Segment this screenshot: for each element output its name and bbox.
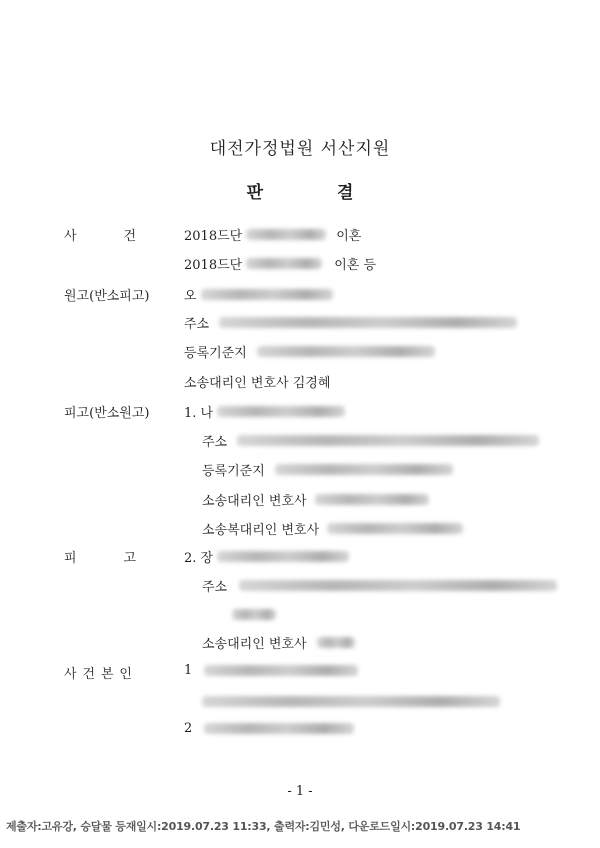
redacted-principal-1-registry	[202, 696, 500, 707]
plaintiff-attorney: 소송대리인 변호사 김경혜	[184, 376, 331, 391]
redacted-case-number	[246, 258, 322, 269]
principal-1-number: 1	[184, 663, 193, 678]
defendant2-address-cont	[232, 604, 276, 623]
plaintiff-address-row	[184, 313, 517, 332]
redacted-sub-attorney-names	[327, 523, 463, 534]
redacted-defendant1-registry	[275, 464, 453, 475]
redacted-case-number	[246, 229, 326, 240]
defendant2-attorney-label: 소송대리인 변호사	[202, 637, 307, 652]
case-number-prefix: 2018드단	[184, 258, 243, 273]
defendant2-address-label: 주소	[202, 580, 228, 595]
defendant1-name-row	[184, 402, 345, 421]
defendant1-name-prefix: 1. 나	[184, 406, 214, 421]
document-title	[0, 178, 600, 203]
defendant1-sub-attorney-row	[202, 519, 463, 538]
title-char-2: 결	[336, 183, 354, 203]
redacted-defendant2-address	[239, 580, 557, 591]
defendant1-address-row	[202, 431, 539, 450]
redacted-plaintiff-registry	[257, 346, 435, 357]
plaintiff-address-label: 주소	[184, 317, 210, 332]
case-type: 이혼	[336, 229, 362, 244]
defendant1-sub-attorney-label: 소송복대리인 변호사	[202, 523, 320, 538]
defendant1-attorney-row	[202, 490, 429, 509]
court-name: 대전가정법원 서산지원	[209, 139, 391, 159]
defendant2-attorney-row	[202, 633, 355, 652]
redacted-address-continuation	[232, 609, 276, 620]
plaintiff-name-row	[184, 285, 333, 304]
redacted-principal-1-name	[204, 665, 358, 676]
principal-2-row	[184, 721, 354, 736]
redacted-defendant1-address	[237, 435, 539, 446]
redacted-principal-2-name	[204, 723, 354, 734]
redacted-attorney-name	[317, 637, 355, 648]
defendant1-label: 피고(반소원고)	[64, 406, 150, 421]
defendant1-address-label: 주소	[202, 435, 228, 450]
case-line-2	[184, 254, 376, 273]
principal-1-detail	[202, 691, 500, 710]
principal-1-row	[184, 663, 358, 678]
case-number-prefix: 2018드단	[184, 229, 243, 244]
title-char-1: 판	[246, 183, 264, 203]
principal-label: 사 건 본 인	[64, 667, 132, 682]
page-number: - 1 -	[287, 784, 313, 799]
plaintiff-registry-row	[184, 342, 435, 361]
redacted-attorney-names	[315, 494, 429, 505]
plaintiff-registry-label: 등록기준지	[184, 346, 247, 361]
plaintiff-name-prefix: 오	[184, 289, 197, 304]
defendant2-address-row	[202, 576, 557, 595]
redacted-defendant1-name	[217, 406, 345, 417]
defendant2-name-prefix: 2. 장	[184, 551, 214, 566]
case-type: 이혼 등	[334, 258, 377, 273]
download-footer: 제출자:고유강, 승달물 등재일시:2019.07.23 11:33, 출력자:김민성, 다운로드일시:2019.07.23 14:41	[6, 820, 521, 833]
defendant2-name-row	[184, 547, 349, 566]
redacted-defendant2-name	[217, 551, 349, 562]
redacted-plaintiff-name	[201, 289, 333, 300]
defendant2-label: 피 고	[64, 551, 136, 566]
redacted-plaintiff-address	[219, 317, 517, 328]
defendant1-registry-row	[202, 460, 453, 479]
principal-2-number: 2	[184, 721, 193, 736]
case-label: 사 건	[64, 229, 136, 244]
defendant1-attorney-label: 소송대리인 변호사	[202, 494, 307, 509]
defendant1-registry-label: 등록기준지	[202, 464, 265, 479]
case-line-1	[184, 225, 361, 244]
plaintiff-label: 원고(반소피고)	[64, 289, 150, 304]
